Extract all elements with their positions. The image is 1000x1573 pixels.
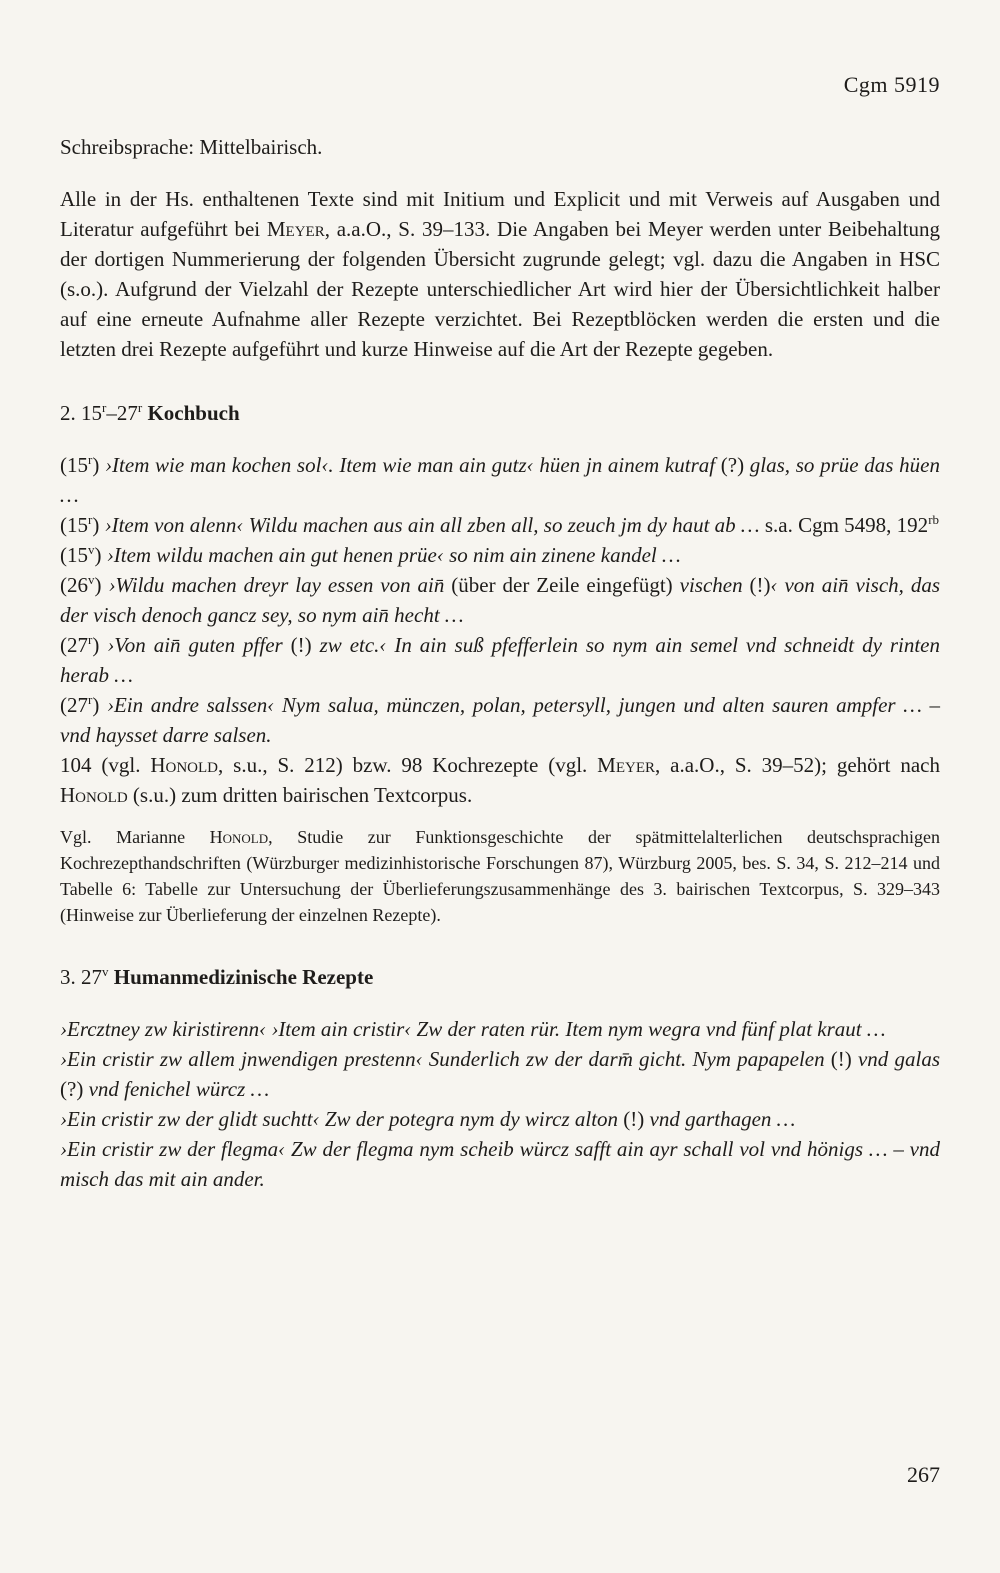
- recipe-entry: (27$^r$) ›Ein andre salssen‹ Nym salua, münczen, polan, petersyll, jungen und alten sauren ampfer … – vnd haysset darre salsen.: [60, 692, 941, 747]
- recipe-entry: ›Ein cristir zw allem jnwendigen prestenn‹ Sunderlich zw der darm̄ gicht. Nym papapelen (!) vnd galas (?) vnd fenichel würcz …: [60, 1047, 940, 1101]
- running-header: Cgm 5919: [843, 72, 940, 97]
- recipe-entry: ›Ercztney zw kiristirenn‹ ›Item ain cristir‹ Zw der raten rür. Item nym wegra vnd fünf plat kraut …: [60, 1017, 886, 1041]
- intro-paragraph: Alle in der Hs. enthaltenen Texte sind mit Initium und Explicit und mit Verweis auf Ausgaben und Literatur aufgeführt bei Meyer, a.a.O., S. 39–133. Die Angaben bei Meyer werden unter Beibehaltung der dortigen Nummerierung der folgenden Übersicht zugrunde gelegt; vgl. dazu die Angaben in HSC (s.o.). Aufgrund der Vielzahl der Rezepte unterschiedlicher Art wird hier der Übersichtlichkeit halber auf eine erneute Aufnahme aller Rezepte verzichtet. Bei Rezeptblöcken werden die ersten und die letzten drei Rezepte aufgeführt und kurze Hinweise auf die Art der Rezepte gegeben.: [60, 187, 940, 361]
- recipe-entry: ›Ein cristir zw der glidt suchtt‹ Zw der potegra nym dy wircz alton (!) vnd garthagen …: [60, 1107, 796, 1131]
- page-number: 267: [907, 1462, 940, 1487]
- author-name: Meyer: [266, 217, 325, 241]
- recipe-entry: (15$^v$) ›Item wildu machen ain gut henen prüe‹ so nim ain zinene kandel …: [60, 542, 681, 567]
- schreibsprache-line: Schreibsprache: Mittelbairisch.: [60, 135, 323, 159]
- recipe-entry: (27$^r$) ›Von ain̄ guten pffer (!) zw etc.‹ In ain suß pfefferlein so nym ain semel vnd schneidt dy rinten herab …: [60, 632, 940, 687]
- recipe-entry: (15$^r$) ›Item von alenn‹ Wildu machen aus ain all zben all, so zeuch jm dy haut ab … s.a. Cgm 5498, $192^{rb}$: [60, 512, 940, 537]
- recipe-list-humanmedizin: [60, 1014, 940, 1194]
- page-body: [60, 132, 940, 1194]
- recipe-entry: (15$^r$) ›Item wie man kochen sol‹. Item wie man ain gutz‹ hüen jn ainem kutraf (?) glas, so prüe das hüen …: [60, 452, 940, 507]
- section-heading-humanmedizin: 3. 27$^v$ Humanmedizinische Rezepte: [60, 964, 374, 989]
- recipe-list-kochbuch: [60, 450, 940, 810]
- recipe-entry: ›Ein cristir zw der flegma‹ Zw der flegma nym scheib würcz safft ain ayr schall vol vnd hönigs … – vnd misch das mit ain ander.: [60, 1137, 940, 1191]
- recipe-entry: (26$^v$) ›Wildu machen dreyr lay essen von ain̄ (über der Zeile eingefügt) vischen (!)‹ von ain̄ visch, das der visch denoch gancz sey, so nym ain̄ hecht …: [60, 572, 940, 627]
- recipe-summary: 104 (vgl. Honold, s.u., S. 212) bzw. 98 Kochrezepte (vgl. Meyer, a.a.O., S. 39–52); gehört nach Honold (s.u.) zum dritten bairischen Textcorpus.: [60, 753, 940, 807]
- section-heading-kochbuch: 2. 15$^r$–27$^r$ Kochbuch: [60, 400, 240, 425]
- literature-note: Vgl. Marianne Honold, Studie zur Funktionsgeschichte der spätmittelalterlichen deutschsprachigen Kochrezepthandschriften (Würzburger medizinhistorische Forschungen 87), Würzburg 2005, bes. S. 34, S. 212–214 und Tabelle 6: Tabelle zur Untersuchung der Überlieferungszusammenhänge des 3. bairischen Textcorpus, S. 329–343 (Hinweise zur Überlieferung der einzelnen Rezepte).: [60, 827, 940, 925]
